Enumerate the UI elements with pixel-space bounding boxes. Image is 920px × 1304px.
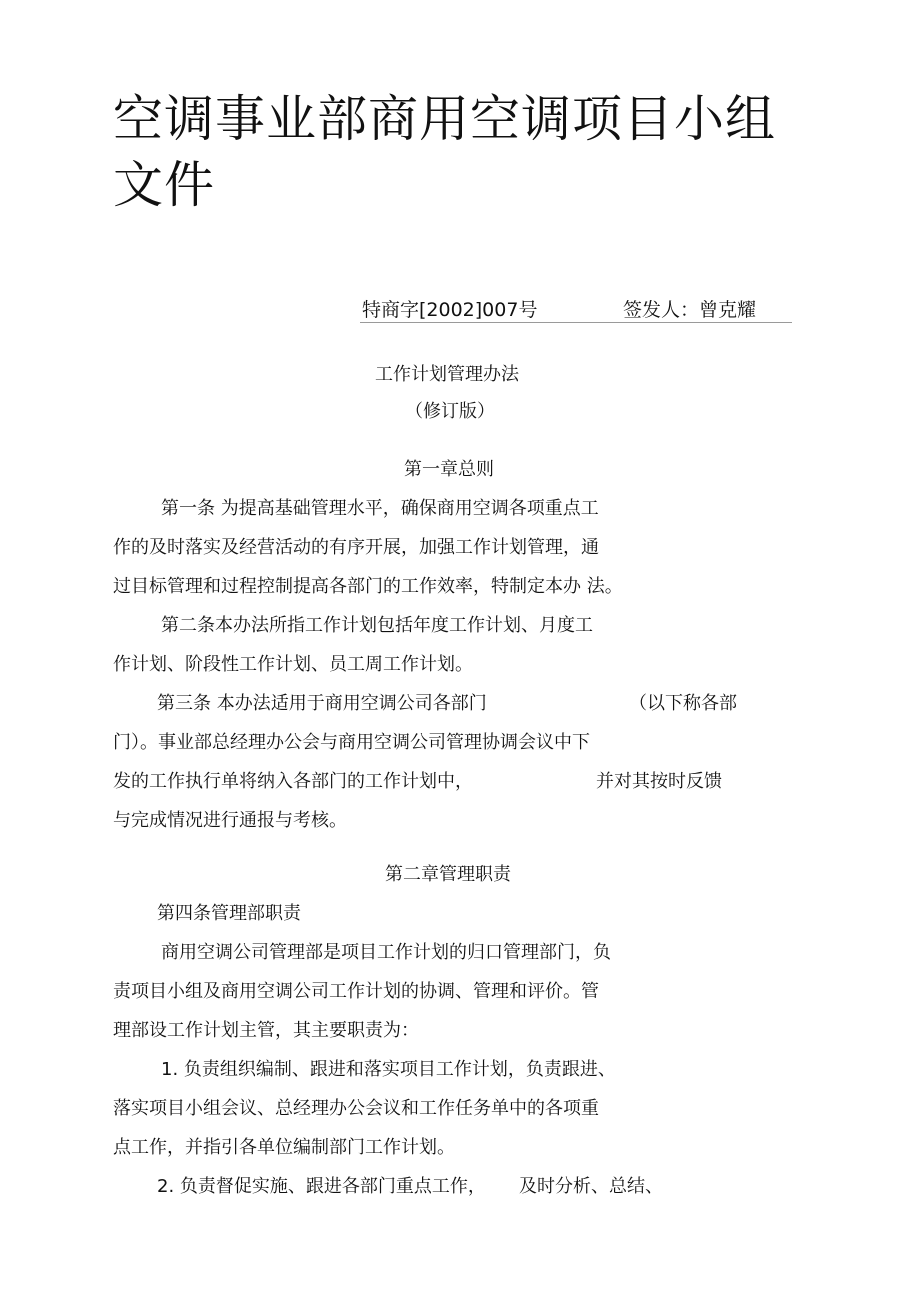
article-3-line-4: 与完成情况进行通报与考核。	[113, 810, 347, 831]
regulation-title: 工作计划管理办法	[375, 364, 519, 385]
article-2-line-2: 作计划、阶段性工作计划、员工周工作计划。	[113, 654, 473, 675]
article-1-line-1: 第一条 为提高基础管理水平，确保商用空调各项重点工	[161, 498, 599, 519]
article-4-paragraph-line-1: 商用空调公司管理部是项目工作计划的归口管理部门，负	[161, 942, 611, 963]
item-1-line-1: 1. 负责组织编制、跟进和落实项目工作计划，负责跟进、	[161, 1059, 616, 1080]
article-4-paragraph-line-2: 责项目小组及商用空调公司工作计划的协调、管理和评价。管	[113, 981, 599, 1002]
chapter-2-heading: 第二章管理职责	[385, 864, 511, 885]
chapter-1-heading: 第一章总则	[404, 459, 494, 480]
document-number: 特商字[2002]007号	[362, 299, 538, 321]
item-1-line-3: 点工作，并指引各单位编制部门工作计划。	[113, 1137, 455, 1158]
article-3-line-3b: 并对其按时反馈	[596, 771, 722, 792]
title-line-1: 空调事业部商用空调项目小组	[113, 90, 776, 148]
signer: 签发人：曾克耀	[623, 299, 757, 321]
article-3-line-1b: （以下称各部	[629, 693, 737, 714]
item-2-line-1a: 2. 负责督促实施、跟进各部门重点工作，	[157, 1176, 486, 1197]
document-title	[113, 86, 776, 218]
item-2-line-1b: 及时分析、总结、	[519, 1176, 663, 1197]
article-1-line-3: 过目标管理和过程控制提高各部门的工作效率，特制定本办 法。	[113, 576, 623, 597]
document-number-line	[360, 292, 792, 323]
title-line-2: 文件	[113, 156, 215, 214]
article-3-line-3a: 发的工作执行单将纳入各部门的工作计划中，	[113, 771, 473, 792]
article-3-line-2: 门）。事业部总经理办公会与商用空调公司管理协调会议中下	[113, 732, 590, 753]
regulation-subtitle: （修订版）	[405, 401, 495, 422]
article-4-paragraph-line-3: 理部设工作计划主管，其主要职责为：	[113, 1020, 419, 1041]
article-3-line-1a: 第三条 本办法适用于商用空调公司各部门	[157, 693, 487, 714]
article-1-line-2: 作的及时落实及经营活动的有序开展，加强工作计划管理，通	[113, 537, 599, 558]
item-1-line-2: 落实项目小组会议、总经理办公会议和工作任务单中的各项重	[113, 1098, 599, 1119]
article-2-line-1: 第二条本办法所指工作计划包括年度工作计划、月度工	[161, 615, 593, 636]
article-4-heading: 第四条管理部职责	[157, 903, 301, 924]
